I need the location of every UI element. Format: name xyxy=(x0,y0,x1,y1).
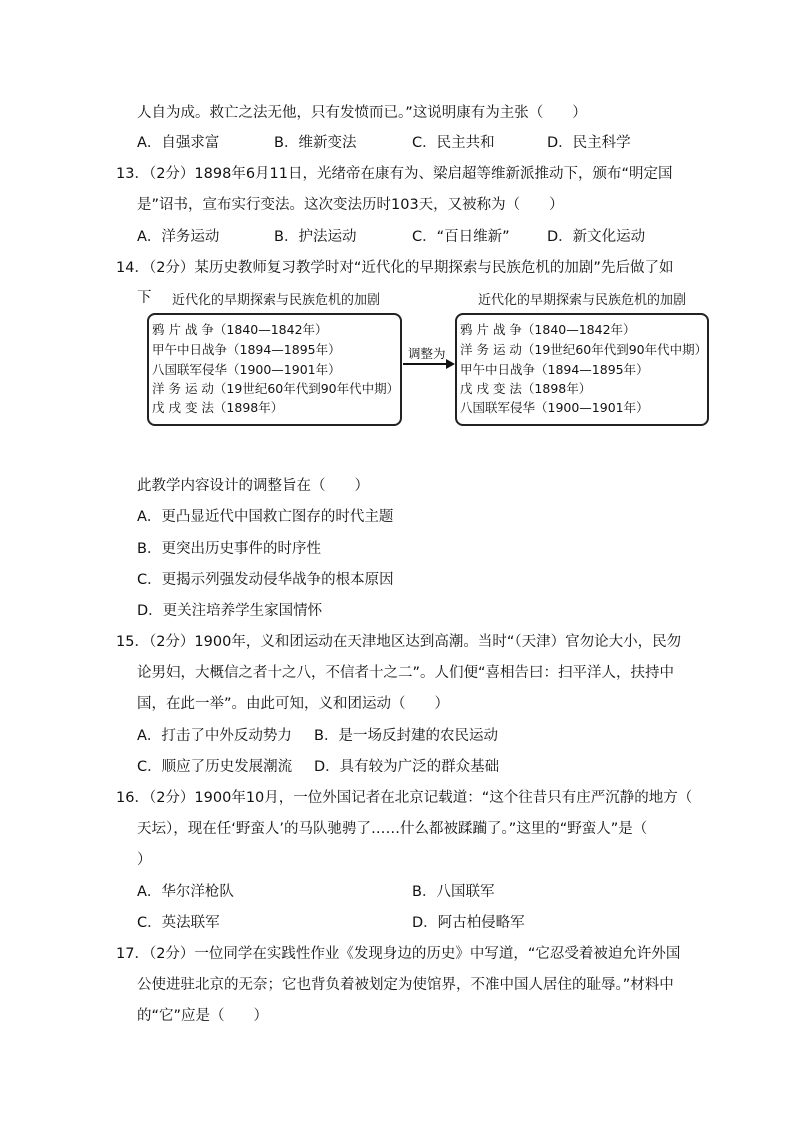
q13-option-c: C．“百日维新” xyxy=(412,229,510,245)
q16-line3: ） xyxy=(137,852,152,868)
q15-line2: 论男妇，大概信之者十之八，不信者十之二”。人们便“喜相告曰：扫平洋人，扶持中 xyxy=(137,665,675,681)
arrow-label: 调整为 xyxy=(408,346,446,361)
q17-line3: 的“它”应是（ ） xyxy=(137,1008,269,1024)
q15-line1: 15．（2分）1900年，义和团运动在天津地区达到高潮。当时“（天津）官勿论大小，民勿 xyxy=(116,634,682,650)
q12-option-d: D．民主科学 xyxy=(547,135,631,151)
q15-option-d: D．具有较为广泛的群众基础 xyxy=(314,759,500,775)
left-item: 鸦 片 战 争（1840—1842年） xyxy=(152,322,328,337)
q13-line1: 13．（2分）1898年6月11日，光绪帝在康有为、梁启超等维新派推动下，颁布“明定国 xyxy=(116,166,673,182)
q14-option-a: A．更凸显近代中国救亡图存的时代主题 xyxy=(137,509,394,525)
left-item: 甲午中日战争（1894—1895年） xyxy=(152,342,341,357)
right-item: 鸦 片 战 争（1840—1842年） xyxy=(460,322,636,337)
q13-option-a: A．洋务运动 xyxy=(137,229,220,245)
q15-line3: 国，在此一举”。由此可知，义和团运动（ ） xyxy=(137,696,450,712)
left-item: 洋 务 运 动（19世纪60年代到90年代中期） xyxy=(152,381,400,396)
left-box-title: 近代化的早期探索与民族危机的加剧 xyxy=(172,293,381,308)
q16-option-c: C．英法联军 xyxy=(137,915,220,931)
right-item: 洋 务 运 动（19世纪60年代到90年代中期） xyxy=(460,342,708,357)
q12-option-b: B．维新变法 xyxy=(274,135,357,151)
q13-option-b: B．护法运动 xyxy=(274,229,357,245)
q14-line2-cut: 下 xyxy=(137,290,152,306)
right-item: 八国联军侵华（1900—1901年） xyxy=(460,400,649,415)
left-item: 戊 戌 变 法（1898年） xyxy=(152,400,284,415)
q12-stem-tail: 人自为成。救亡之法无他，只有发愤而已。”这说明康有为主张（ ） xyxy=(137,105,587,121)
right-box-title: 近代化的早期探索与民族危机的加剧 xyxy=(478,293,687,308)
q15-option-c: C．顺应了历史发展潮流 xyxy=(137,759,293,775)
left-item: 八国联军侵华（1900—1901年） xyxy=(152,362,341,377)
q14-option-c: C．更揭示列强发动侵华战争的根本原因 xyxy=(137,572,394,588)
q16-option-a: A．华尔洋枪队 xyxy=(137,884,234,900)
q17-line1: 17．（2分）一位同学在实践性作业《发现身边的历史》中写道，“它忍受着被迫允许外国 xyxy=(116,946,681,962)
q16-option-d: D．阿古柏侵略军 xyxy=(412,915,525,931)
q16-line1: 16．（2分）1900年10月，一位外国记者在北京记载道：“这个往昔只有庄严沉静的地方（ xyxy=(116,790,693,806)
q17-line2: 公使进驻北京的无奈；它也背负着被划定为使馆界，不准中国人居住的耻辱。”材料中 xyxy=(137,977,674,993)
right-item: 甲午中日战争（1894—1895年） xyxy=(460,362,649,377)
q15-option-a: A．打击了中外反动势力 xyxy=(137,728,292,744)
q12-option-a: A．自强求富 xyxy=(137,135,220,151)
q16-line2: 天坛），现在任‘野蛮人’的马队驰骋了……什么都被蹂躏了。”这里的“野蛮人”是（ xyxy=(137,821,648,837)
q12-option-c: C．民主共和 xyxy=(412,135,495,151)
q15-option-b: B．是一场反封建的农民运动 xyxy=(314,728,498,744)
right-item: 戊 戌 变 法（1898年） xyxy=(460,381,592,396)
q14-question: 此教学内容设计的调整旨在（ ） xyxy=(137,478,369,494)
q13-option-d: D．新文化运动 xyxy=(547,229,646,245)
q14-option-b: B．更突出历史事件的时序性 xyxy=(137,541,321,557)
q14-line1: 14．（2分）某历史教师复习教学时对“近代化的早期探索与民族危机的加剧”先后做了如 xyxy=(116,260,674,276)
q13-line2: 是”诏书，宣布实行变法。这次变法历时103天，又被称为（ ） xyxy=(137,197,564,213)
q14-option-d: D．更关注培养学生家国情怀 xyxy=(137,603,323,619)
q16-option-b: B．八国联军 xyxy=(412,884,495,900)
right-arrow-icon xyxy=(402,358,456,370)
